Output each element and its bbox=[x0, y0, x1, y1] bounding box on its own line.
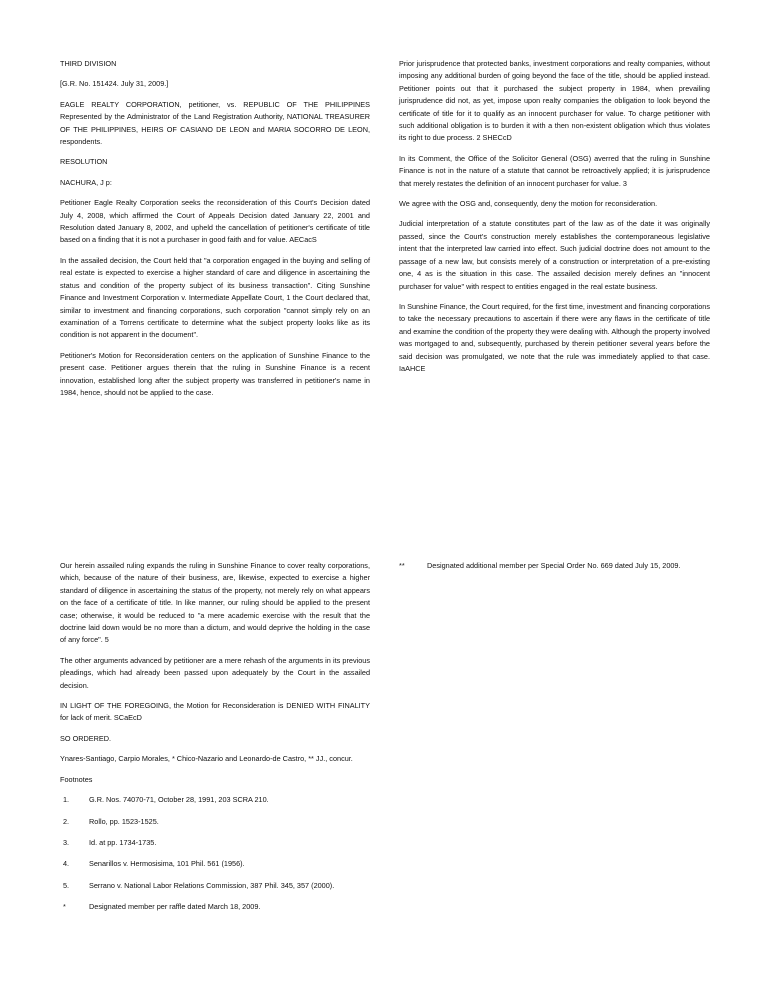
page1-right-column bbox=[399, 58, 710, 383]
footnote-text: Senarillos v. Hermosisima, 101 Phil. 561 (1956). bbox=[89, 859, 245, 869]
paragraph: Judicial interpretation of a statute constitutes part of the law as of the date it was originally passed, since the Court's construction merely establishes the contemporaneous legislative intent that the interpreted law carried into effect. Such judicial doctrine does not amount to the passage of a new law, but consists merely of a construction or interpretation of a pre-existing one, 4 as is the situation in this case. The assailed decision merely defines an "innocent purchaser for value" with respect to entities engaged in the real estate business. bbox=[399, 219, 710, 291]
footnote-number: 1. bbox=[63, 795, 70, 805]
footnote-text: Id. at pp. 1734-1735. bbox=[89, 837, 157, 847]
resolution-heading: RESOLUTION bbox=[60, 157, 108, 167]
footnote-text: G.R. Nos. 74070-71, October 28, 1991, 203 SCRA 210. bbox=[89, 795, 269, 805]
paragraph: In Sunshine Finance, the Court required, for the first time, investment and financing corporations to take the necessary precautions to ascertain if there were any flaws in the certificate of title and examine the condition of the property they were dealing with. Although the property involved was mortgaged to and, subsequently, purchased by therein petitioner several years before the said decision was promulgated, we note that the rule was immediately applied to that case. IaAHCE bbox=[399, 301, 710, 373]
footnote-item bbox=[399, 560, 710, 572]
footnote-item bbox=[60, 816, 370, 828]
page2-left-column bbox=[60, 560, 370, 923]
dispositive-portion: IN LIGHT OF THE FOREGOING, the Motion for Reconsideration is DENIED WITH FINALITY for lack of merit. SCaEcD bbox=[60, 701, 370, 723]
case-number: [G.R. No. 151424. July 31, 2009.] bbox=[60, 79, 169, 89]
footnote-number: ** bbox=[399, 561, 405, 570]
paragraph: We agree with the OSG and, consequently, deny the motion for reconsideration. bbox=[399, 199, 658, 209]
paragraph: Prior jurisprudence that protected banks, investment corporations and realty companies, without imposing any additional burden of going beyond the face of the title, should be applied instead. Petitioner points out that it purchased the subject property in 1984, when prevailing jurisprudence did not, as yet, impose upon realty companies the obligation to look beyond the certificate of title for it to qualify as an innocent purchaser for value. To charge petitioner with such additional obligation is to burden it with a then non-existent obligation which thus violates its right to due process. 2 SHECcD bbox=[399, 59, 710, 143]
footnote-item bbox=[60, 837, 370, 849]
concurrence: Ynares-Santiago, Carpio Morales, * Chico-Nazario and Leonardo-de Castro, ** JJ., concur. bbox=[60, 754, 353, 764]
footnote-number: * bbox=[63, 902, 66, 912]
footnote-text: Rollo, pp. 1523-1525. bbox=[89, 816, 159, 826]
page1-left-column bbox=[60, 58, 370, 407]
paragraph: The other arguments advanced by petitioner are a mere rehash of the arguments in its previous pleadings, which had already been passed upon adequately by the Court in the assailed decision. bbox=[60, 655, 370, 690]
footnote-item bbox=[60, 794, 370, 806]
paragraph: Petitioner's Motion for Reconsideration centers on the application of Sunshine Finance to the present case. Petitioner argues therein that the ruling in Sunshine Finance is a recent innovation, established long after the subject property was transferred in petitioner's name in 1984, hence, should not be applied to the case. bbox=[60, 350, 370, 397]
page2-right-column bbox=[399, 560, 710, 572]
footnote-number: 3. bbox=[63, 837, 70, 847]
paragraph: Petitioner Eagle Realty Corporation seeks the reconsideration of this Court's Decision dated July 4, 2008, which affirmed the Court of Appeals Decision dated January 22, 2001 and Resolution dated January 8, 2002, and upheld the cancellation of petitioner's certificate of title based on a finding that it is not a purchaser in good faith and for value. AECacS bbox=[60, 198, 370, 245]
footnote-item bbox=[60, 880, 370, 892]
so-ordered: SO ORDERED. bbox=[60, 733, 112, 743]
footnote-item bbox=[60, 858, 370, 870]
paragraph: In the assailed decision, the Court held that "a corporation engaged in the buying and selling of real estate is expected to exercise a higher standard of care and diligence in ascertaining the status and condition of the property subject of its business transaction". Citing Sunshine Finance and Investment Corporation v. Intermediate Appellate Court, 1 the Court declared that, similar to investment and financing corporations, such corporation "cannot simply rely on an examination of a Torrens certificate to determine what the subject property looks like as its condition is not apparent in the document". bbox=[60, 255, 370, 340]
ponente: NACHURA, J p: bbox=[60, 177, 112, 187]
footnote-number: 5. bbox=[63, 880, 70, 890]
case-title: EAGLE REALTY CORPORATION, petitioner, vs. REPUBLIC OF THE PHILIPPINES Represented by the Administrator of the Land Registration Authority, NATIONAL TREASURER OF THE PHILIPPINES, HEIRS OF CASIANO DE LEON and MARIA SOCORRO DE LEON, respondents. bbox=[60, 99, 370, 147]
footnotes-heading: Footnotes bbox=[60, 774, 93, 784]
footnote-text: Designated additional member per Special Order No. 669 dated July 15, 2009. bbox=[427, 561, 681, 570]
footnote-text: Serrano v. National Labor Relations Commission, 387 Phil. 345, 357 (2000). bbox=[89, 880, 335, 890]
footnote-number: 2. bbox=[63, 816, 70, 826]
footnote-text: Designated member per raffle dated March 18, 2009. bbox=[89, 902, 261, 912]
footnote-number: 4. bbox=[63, 859, 70, 869]
paragraph: In its Comment, the Office of the Solicitor General (OSG) averred that the ruling in Sunshine Finance is not in the nature of a statute that cannot be retroactively applied; it is jurisprudence that merely restates the definition of an innocent purchaser for value. 3 bbox=[399, 153, 710, 188]
paragraph: Our herein assailed ruling expands the ruling in Sunshine Finance to cover realty corporations, which, because of the nature of their business, are, likewise, expected to exercise a higher standard of diligence in ascertaining the status of the property, not merely rely on what appears on the face of a certificate of title. In like manner, our ruling should be applied to the present case; otherwise, it would be reduced to "a mere academic exercise with the result that the doctrine laid down would be no more than a dictum, and would deprive the holding in the case of any force". 5 bbox=[60, 561, 370, 645]
footnote-item bbox=[60, 901, 370, 913]
division-heading: THIRD DIVISION bbox=[60, 59, 117, 68]
footnote-list bbox=[60, 794, 370, 913]
